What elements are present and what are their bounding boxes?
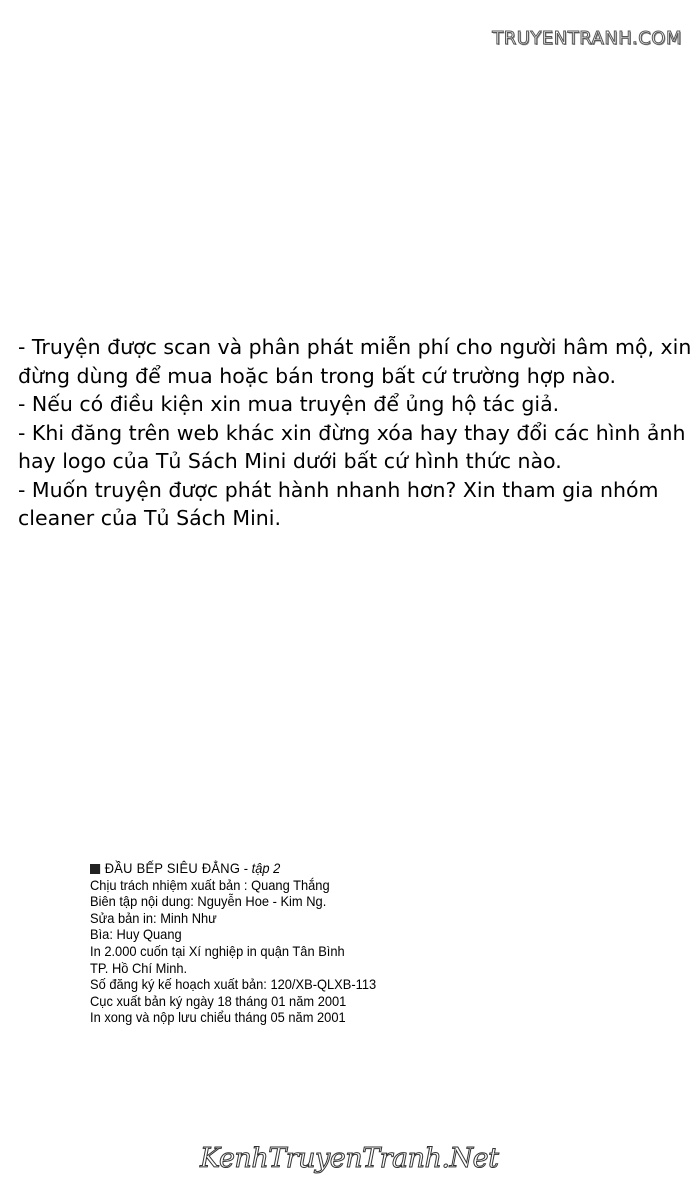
- notice-line: hay logo của Tủ Sách Mini dưới bất cứ hình thức nào.: [18, 449, 562, 473]
- notice-line: - Truyện được scan và phân phát miễn phí cho người hâm mộ, xin: [18, 335, 692, 359]
- site-watermark-bottom: KenhTruyenTranh.Net: [200, 1143, 499, 1174]
- credit-row: Số đăng ký kế hoạch xuất bản: 120/XB-QLXB-113: [90, 976, 377, 993]
- credit-row: Bìa: Huy Quang: [90, 926, 182, 943]
- notice-line: - Khi đăng trên web khác xin đừng xóa hay thay đổi các hình ảnh: [18, 420, 686, 445]
- credits-title: [90, 860, 440, 877]
- publication-credits: [90, 860, 440, 1026]
- credit-row: In 2.000 cuốn tại Xí nghiệp in quận Tân Bình: [90, 942, 345, 959]
- credit-row: Chịu trách nhiệm xuất bản : Quang Thắng: [90, 876, 330, 893]
- notice-line: - Muốn truyện được phát hành nhanh hơn? Xin tham gia nhóm: [18, 477, 659, 502]
- credit-row: TP. Hồ Chí Minh.: [90, 959, 188, 976]
- book-title: ĐẦU BẾP SIÊU ĐẲNG: [104, 860, 241, 876]
- black-square-icon: [90, 864, 100, 874]
- site-watermark-top: TRUYENTRANH.COM: [492, 28, 682, 49]
- notice-line: - Nếu có điều kiện xin mua truyện để ủng hộ tác giả.: [18, 392, 560, 416]
- notice-line: cleaner của Tủ Sách Mini.: [18, 506, 282, 530]
- distribution-notice: [18, 333, 692, 533]
- title-separator: -: [240, 860, 252, 876]
- notice-line: đừng dùng để mua hoặc bán trong bất cứ trường hợp nào.: [18, 363, 617, 388]
- credit-row: Cục xuất bản ký ngày 18 tháng 01 năm 2001: [90, 992, 347, 1009]
- credit-row: In xong và nộp lưu chiểu tháng 05 năm 2001: [90, 1009, 346, 1026]
- credit-row: Biên tập nội dung: Nguyễn Hoe - Kim Ng.: [90, 893, 327, 910]
- credit-row: Sửa bản in: Minh Như: [90, 909, 217, 926]
- volume-label: tập 2: [251, 860, 281, 876]
